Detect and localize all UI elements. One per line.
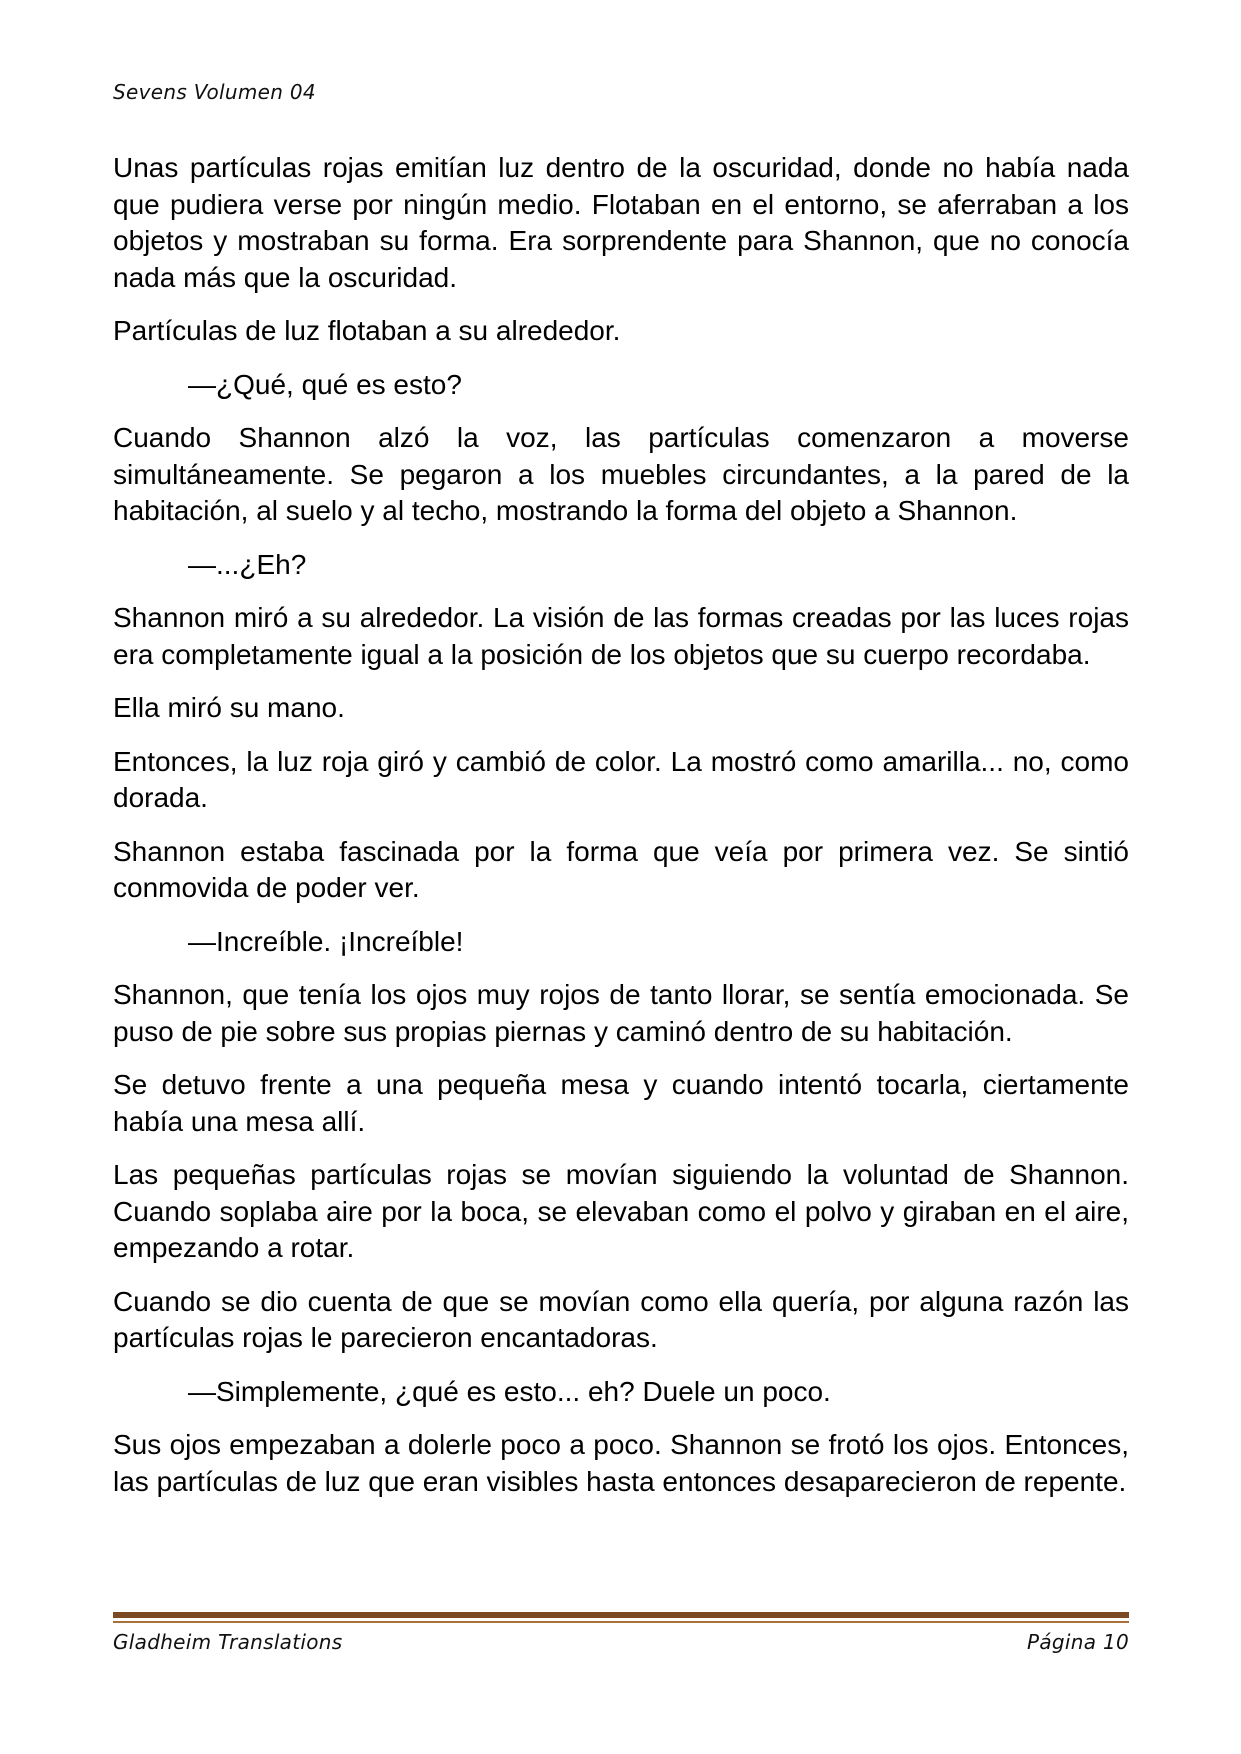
paragraph: Las pequeñas partículas rojas se movían siguiendo la voluntad de Shannon. Cuando soplaba aire por la boca, se elevaban como el polvo y giraban en el aire, empezando a rotar. — [113, 1159, 1129, 1263]
dialogue-line: —Simplemente, ¿qué es esto... eh? Duele un poco. — [188, 1375, 831, 1407]
paragraph: Unas partículas rojas emitían luz dentro de la oscuridad, donde no había nada que pudiera verse por ningún medio. Flotaban en el entorno, se aferraban a los objetos y mostraban su forma. Era sorprendente para Shannon, que no conocía nada más que la oscuridad. — [113, 152, 1129, 293]
dialogue-line: —¿Qué, qué es esto? — [188, 368, 462, 400]
paragraph: Cuando se dio cuenta de que se movían como ella quería, por alguna razón las partículas rojas le parecieron encantadoras. — [113, 1285, 1129, 1353]
paragraph: Se detuvo frente a una pequeña mesa y cuando intentó tocarla, ciertamente había una mesa allí. — [113, 1069, 1129, 1137]
paragraph: Shannon miró a su alrededor. La visión de las formas creadas por las luces rojas era completamente igual a la posición de los objetos que su cuerpo recordaba. — [113, 602, 1129, 670]
paragraph: Cuando Shannon alzó la voz, las partículas comenzaron a moverse simultáneamente. Se pegaron a los muebles circundantes, a la pared de la habitación, al suelo y al techo, mostrando la forma del objeto a Shannon. — [113, 422, 1129, 526]
footer-rule-thick — [113, 1612, 1129, 1618]
paragraph: Shannon estaba fascinada por la forma que veía por primera vez. Se sintió conmovida de poder ver. — [113, 835, 1129, 903]
dialogue-line: —...¿Eh? — [188, 548, 307, 580]
footer-rule-thin — [113, 1621, 1129, 1623]
paragraph: Ella miró su mano. — [113, 692, 345, 723]
dialogue-line: —Increíble. ¡Increíble! — [188, 925, 464, 957]
paragraph: Sus ojos empezaban a dolerle poco a poco. Shannon se frotó los ojos. Entonces, las partículas de luz que eran visibles hasta entonces desaparecieron de repente. — [113, 1429, 1129, 1497]
paragraph: Shannon, que tenía los ojos muy rojos de tanto llorar, se sentía emocionada. Se puso de pie sobre sus propias piernas y caminó dentro de su habitación. — [113, 979, 1129, 1047]
paragraph: Partículas de luz flotaban a su alrededor. — [113, 315, 621, 346]
body-text — [113, 150, 1129, 1517]
page-number: Página 10 — [1026, 1630, 1129, 1654]
paragraph: Entonces, la luz roja giró y cambió de color. La mostró como amarilla... no, como dorada. — [113, 745, 1129, 813]
footer-credit: Gladheim Translations — [113, 1630, 343, 1654]
page-header-title: Sevens Volumen 04 — [113, 80, 316, 104]
